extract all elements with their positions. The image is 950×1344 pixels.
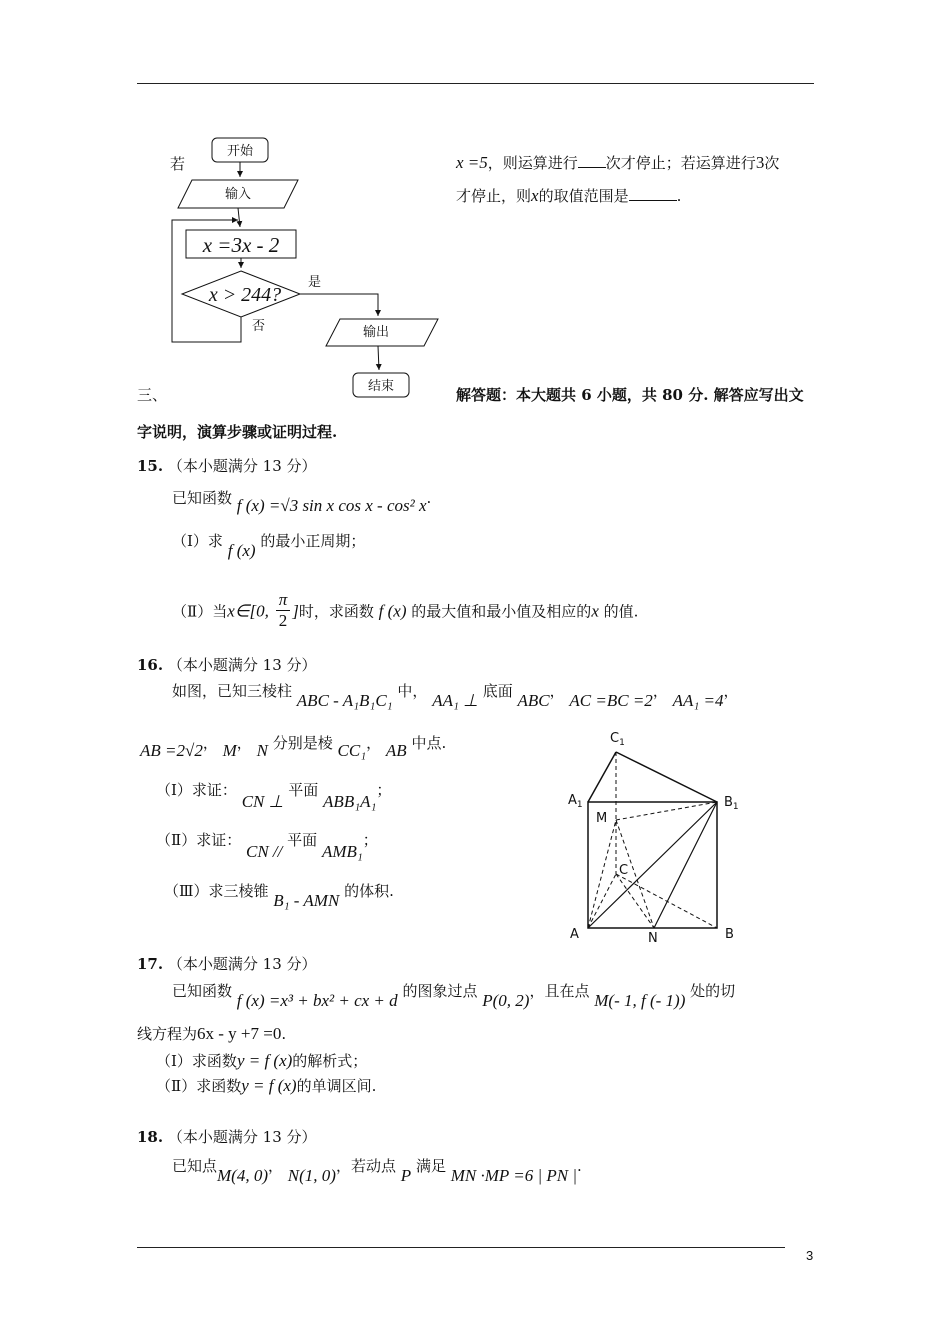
q14-lead: 若	[170, 155, 186, 173]
q16-part1: （Ⅰ）求证： CN ⊥ 平面 ABB₁A₁；	[156, 781, 392, 811]
flow-yes-label: 是	[308, 275, 322, 290]
flow-assign-label: x =3x - 2	[202, 233, 280, 257]
flow-end-label: 结束	[367, 379, 395, 394]
q14-line1: x =5，则运算进行 次才停止；若运算进行3次	[456, 153, 780, 172]
flow-no-label: 否	[252, 319, 266, 334]
q16-line1: 如图，已知三棱柱 ABC - A₁B₁C₁ 中， AA₁ ⊥ 底面 ABC， AC =BC =2， AA₁ =4，	[172, 682, 739, 710]
prism-figure	[564, 724, 764, 949]
answer-blank-2	[629, 186, 677, 201]
bottom-rule	[137, 1247, 785, 1248]
q17-part1: （Ⅰ）求函数y = f (x)的解析式；	[156, 1051, 368, 1070]
label-b: B	[725, 927, 734, 942]
q15-header: 15. （本小题满分 13 分）	[137, 457, 317, 475]
edge-a1-c1	[588, 752, 616, 802]
q17-line1: 已知函数 f (x) =x³ + bx² + cx + d 的图象过点 P(0, 2)，且在点 M(- 1, f (- 1)) 处的切	[172, 982, 736, 1010]
q17-header: 17. （本小题满分 13 分）	[137, 955, 317, 973]
flow-start-label: 开始	[226, 144, 254, 159]
label-n: N	[648, 931, 658, 946]
q16-part3: （Ⅲ）求三棱锥 B₁ - AMN 的体积.	[164, 882, 394, 910]
flow-input-label: 输入	[224, 187, 252, 202]
label-m: M	[596, 811, 608, 826]
edge-a-b1	[588, 802, 717, 928]
fraction-pi-over-2: $\frac{\pi}{2}$	[276, 590, 291, 631]
flowchart	[150, 132, 450, 402]
page-number: 3	[806, 1248, 814, 1263]
section3-label: 三、	[137, 386, 168, 404]
label-a: A	[570, 927, 579, 942]
edge-n-b1	[654, 802, 717, 928]
label-b1: $B_1$	[724, 795, 739, 812]
label-c: C	[619, 863, 629, 878]
top-rule	[137, 83, 814, 84]
section3-heading: 解答题：本大题共 6 小题，共 80 分. 解答应写出文	[456, 386, 804, 404]
answer-blank-1	[578, 153, 606, 168]
q16-part2: （Ⅱ）求证： CN // 平面 AMB₁；	[156, 831, 378, 861]
q14-line2: 才停止，则x的取值范围是 .	[456, 186, 682, 205]
flow-output-label: 输出	[362, 325, 390, 340]
edge-c1-b1	[616, 752, 717, 802]
q18-line1: 已知点M(4, 0)， N(1, 0)，若动点 P 满足 MN ·MP =6 | PN |.	[172, 1157, 582, 1185]
section3-heading-cont: 字说明，演算步骤或证明过程.	[137, 423, 338, 441]
q16-line2: AB =2√2， M， N 分别是棱 CC₁， AB 中点.	[140, 734, 447, 760]
label-c1: $C_1$	[610, 731, 625, 748]
q18-header: 18. （本小题满分 13 分）	[137, 1128, 317, 1146]
flow-condition-label: x > 244?	[208, 284, 282, 306]
q17-part2: （Ⅱ）求函数y = f (x)的单调区间.	[156, 1076, 377, 1095]
q15-intro: 已知函数 f (x) =√3 sin x cos x - cos² x.	[172, 489, 432, 515]
q16-header: 16. （本小题满分 13 分）	[137, 656, 317, 674]
q15-part2: （Ⅱ）当x∈[0, $\frac{\pi}{2}$ ]时，求函数 f (x) 的最大值和最小值及相应的x 的值.	[172, 590, 639, 630]
q17-line2: 线方程为6x - y +7 =0.	[137, 1024, 287, 1043]
q15-part1: （Ⅰ）求 f (x) 的最小正周期；	[172, 532, 366, 560]
label-a1: $A_1$	[568, 793, 583, 810]
